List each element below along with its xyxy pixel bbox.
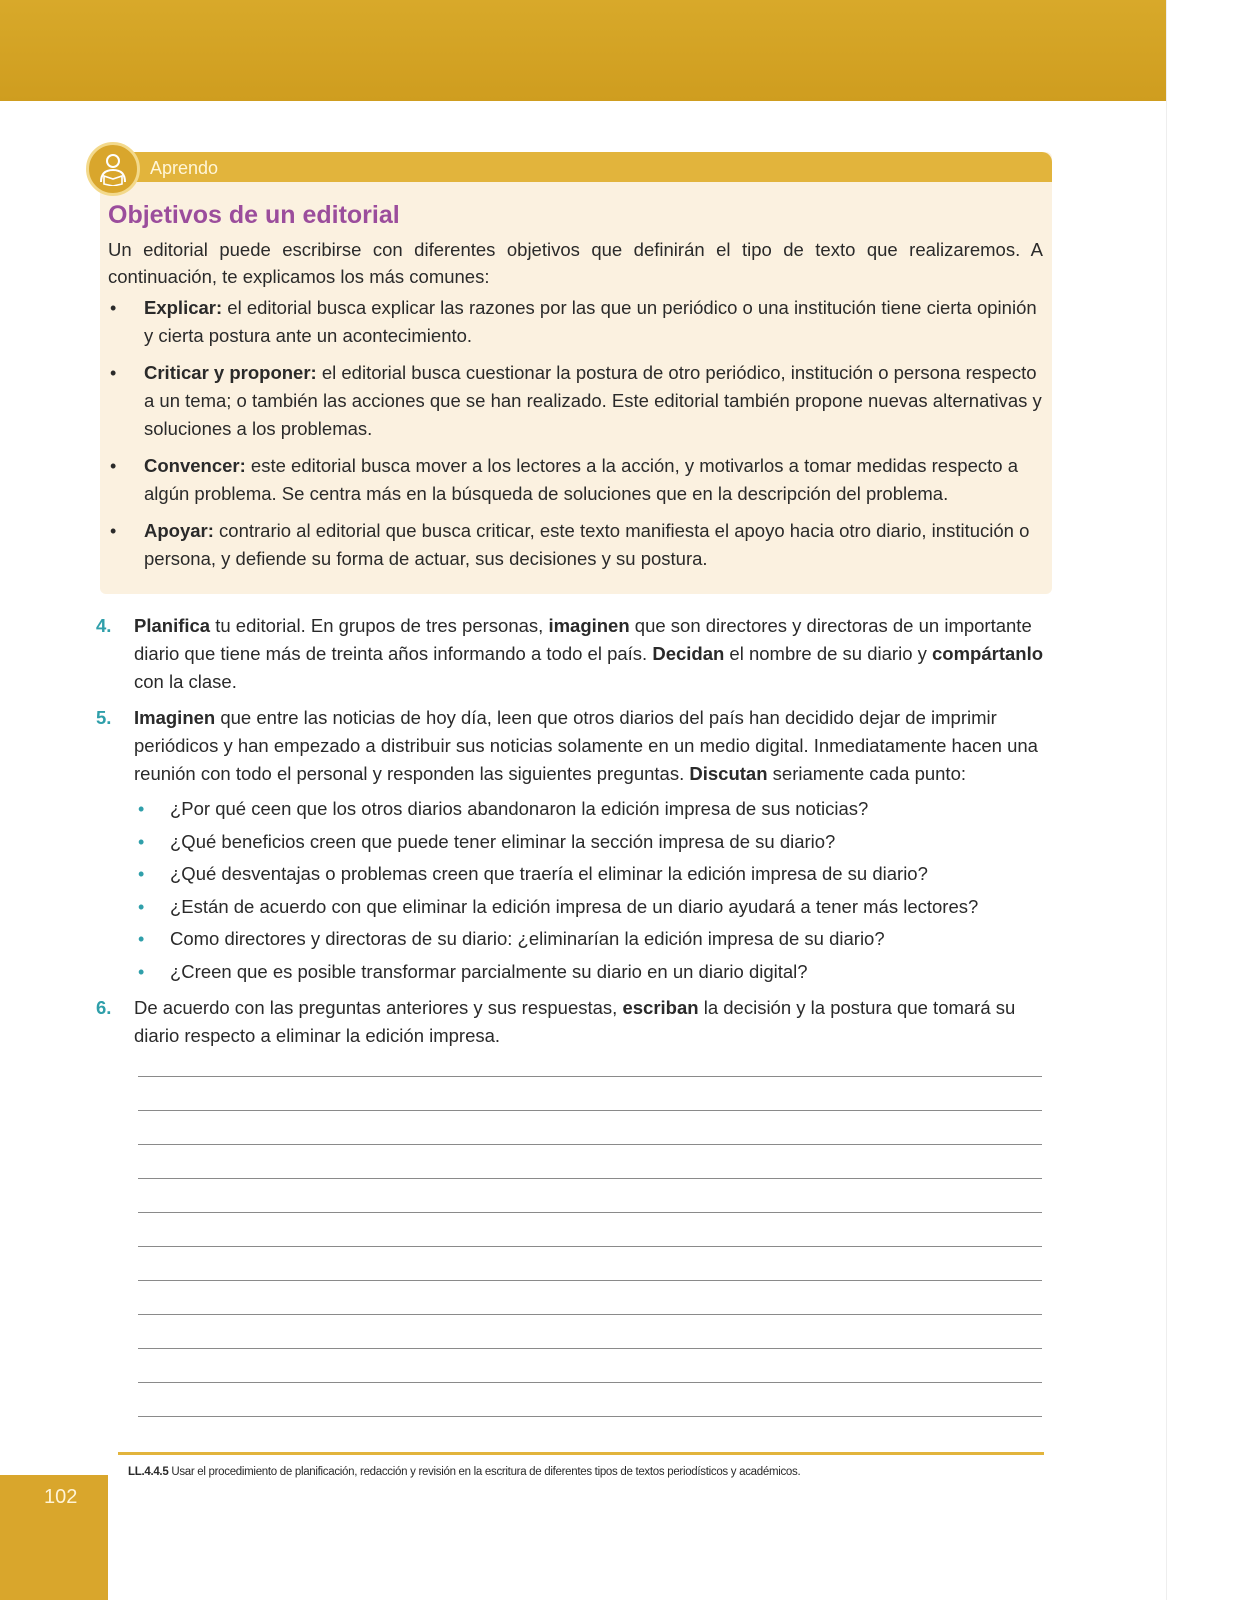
bullet-icon: •: [138, 864, 145, 884]
answer-line[interactable]: [138, 1382, 1042, 1383]
objective-term: Criticar y proponer:: [144, 362, 317, 383]
activity-number: 5.: [96, 707, 112, 728]
objective-item-criticar: [108, 359, 1043, 443]
text-run: que son directores y directoras de un importante diario que tiene más de treinta años informando a todo el país.: [134, 615, 1032, 664]
list-item: [134, 860, 1044, 888]
objective-term: Convencer:: [144, 455, 246, 476]
activity-text: [96, 704, 1044, 788]
activity-4: [96, 612, 1044, 696]
text-run: la decisión y la postura que tomará su diario respecto a eliminar la edición impresa.: [134, 997, 1016, 1046]
question-text: ¿Creen que es posible transformar parcialmente su diario en un diario digital?: [170, 960, 808, 982]
footer-rule: [118, 1452, 1044, 1455]
text-run: seriamente cada punto:: [767, 763, 967, 784]
verb: compártanlo: [932, 643, 1044, 664]
question-text: Como directores y directoras de su diario: ¿eliminarían la edición impresa de su diario?: [170, 928, 885, 949]
bullet-icon: •: [110, 521, 117, 541]
activity-6: [96, 994, 1044, 1050]
text-run: que entre las noticias de hoy día, leen que otros diarios del país han decidido dejar de imprimir periódicos y han empezado a distribuir sus noticias solamente en un medio digital. Inmediatamente hacen una reunión con todo el personal y responden las siguientes preguntas.: [134, 707, 1038, 784]
answer-line[interactable]: [138, 1416, 1042, 1417]
answer-line[interactable]: [138, 1110, 1042, 1111]
objective-text: contrario al editorial que busca criticar, este texto manifiesta el apoyo hacia otro diario, institución o persona, y defiende su forma de actuar, sus decisiones y su postura.: [144, 520, 1030, 569]
answer-line[interactable]: [138, 1212, 1042, 1213]
bullet-icon: •: [138, 799, 145, 819]
activity-number: 4.: [96, 615, 112, 636]
reader-icon: [86, 142, 140, 196]
answer-line[interactable]: [138, 1246, 1042, 1247]
list-item: [134, 795, 1044, 823]
activity-number: 6.: [96, 997, 112, 1018]
answer-line[interactable]: [138, 1178, 1042, 1179]
bullet-icon: •: [110, 456, 117, 476]
text-run: tu editorial. En grupos de tres personas,: [210, 615, 549, 636]
answer-line[interactable]: [138, 1348, 1042, 1349]
answer-line[interactable]: [138, 1314, 1042, 1315]
skill-footnote: [128, 1466, 800, 1478]
question-text: ¿Están de acuerdo con que eliminar la edición impresa de un diario ayudará a tener más lectores?: [170, 895, 979, 917]
questions-list: [134, 795, 1044, 990]
skill-text: Usar el procedimiento de planificación, redacción y revisión en la escritura de diferentes tipos de textos periodísticos y académicos.: [168, 1466, 801, 1478]
bullet-icon: •: [110, 363, 117, 383]
text-run: el nombre de su diario y: [724, 643, 933, 664]
question-text: ¿Qué beneficios creen que puede tener eliminar la sección impresa de su diario?: [170, 830, 836, 852]
verb: imaginen: [548, 615, 630, 636]
bullet-icon: •: [110, 298, 117, 318]
objective-item-convencer: [108, 452, 1043, 508]
verb: Imaginen: [134, 707, 216, 728]
header-band: [0, 0, 1166, 101]
question-text: ¿Por qué ceen que los otros diarios abandonaron la edición impresa de sus noticias?: [170, 798, 869, 819]
answer-line[interactable]: [138, 1076, 1042, 1077]
answer-line[interactable]: [138, 1280, 1042, 1281]
answer-line[interactable]: [138, 1144, 1042, 1145]
question-text: ¿Qué desventajas o problemas creen que traería el eliminar la edición impresa de su diario?: [170, 863, 928, 884]
objective-item-explicar: [108, 294, 1043, 350]
verb: Discutan: [689, 763, 768, 784]
aprendo-header-bar: [100, 152, 1052, 182]
verb: Decidan: [652, 643, 725, 664]
objective-text: el editorial busca cuestionar la postura de otro periódico, institución o persona respecto a un tema; o también las acciones que se han realizado. Este editorial también propone nuevas alternativas y soluciones a los problemas.: [144, 362, 1042, 439]
list-item: [134, 958, 1044, 986]
aprendo-label: Aprendo: [150, 158, 219, 178]
bullet-icon: •: [138, 831, 145, 852]
objective-text: el editorial busca explicar las razones por las que un periódico o una institución tiene cierta opinión y cierta postura ante un acontecimiento.: [144, 297, 1037, 346]
objective-term: Explicar:: [144, 297, 223, 318]
bullet-icon: •: [138, 929, 145, 949]
objective-term: Apoyar:: [144, 520, 214, 541]
verb: Planifica: [134, 615, 211, 636]
text-run: De acuerdo con las preguntas anteriores y sus respuestas,: [134, 997, 623, 1018]
activity-5: [96, 704, 1044, 788]
list-item: [134, 893, 1044, 921]
intro-paragraph: Un editorial puede escribirse con diferentes objetivos que definirán el tipo de texto que realizaremos. A continuación, te explicamos los más comunes:: [108, 239, 1043, 287]
objective-item-apoyar: [108, 517, 1043, 573]
bullet-icon: •: [138, 896, 145, 917]
bullet-icon: •: [138, 961, 145, 982]
activity-text: [96, 994, 1044, 1050]
skill-code: LL.4.4.5: [128, 1466, 169, 1478]
activity-text: [96, 612, 1044, 696]
objective-text: este editorial busca mover a los lectores a la acción, y motivarlos a tomar medidas respecto a algún problema. Se centra más en la búsqueda de soluciones que en la descripción del problema.: [144, 455, 1018, 504]
section-title: Objetivos de un editorial: [108, 201, 400, 229]
text-run: con la clase.: [134, 671, 237, 692]
list-item: [134, 925, 1044, 953]
objectives-list: [108, 294, 1043, 582]
page-number: 102: [44, 1486, 78, 1508]
list-item: [134, 828, 1044, 856]
verb: escriban: [622, 997, 699, 1018]
page-edge: [1166, 0, 1236, 1600]
